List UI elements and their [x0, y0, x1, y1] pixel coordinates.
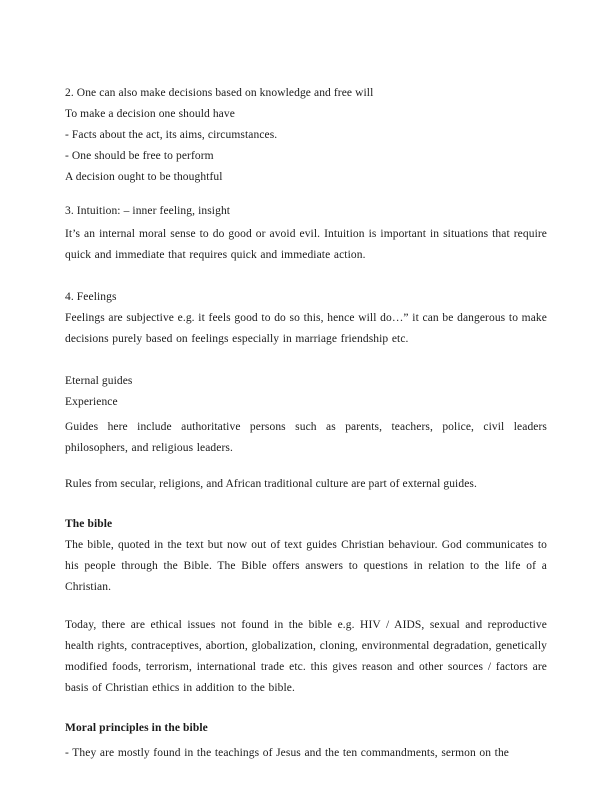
list-item-free-to-perform: - One should be free to perform — [65, 150, 214, 162]
paragraph-moral-principles: - They are mostly found in the teachings of Jesus and the ten commandments, sermon on the — [65, 747, 510, 759]
line-decision-knowledge: 2. One can also make decisions based on knowledge and free will — [65, 87, 374, 99]
heading-moral-principles: Moral principles in the bible — [65, 722, 208, 734]
line-experience: Experience — [65, 396, 118, 408]
paragraph-feelings: Feelings are subjective e.g. it feels good to do so this, hence will do…” it can be dangerous to make decisions purely based on feelings especially in marriage friendship etc. — [65, 312, 547, 345]
line-make-decision: To make a decision one should have — [65, 108, 235, 120]
line-decision-thoughtful: A decision ought to be thoughtful — [65, 171, 223, 183]
line-feelings-heading: 4. Feelings — [65, 291, 117, 303]
paragraph-external-guides: Rules from secular, religions, and African traditional culture are part of external guides. — [65, 478, 477, 490]
line-intuition-heading: 3. Intuition: – inner feeling, insight — [65, 205, 231, 217]
paragraph-intuition: It’s an internal moral sense to do good or avoid evil. Intuition is important in situations that require quick and immediate that requires quick and immediate action. — [65, 228, 547, 261]
list-item-facts: - Facts about the act, its aims, circumstances. — [65, 129, 278, 141]
paragraph-ethical-issues: Today, there are ethical issues not found in the bible e.g. HIV / AIDS, sexual and reproductive health rights, contraceptives, abortion, globalization, cloning, environmental degradation, genetically modified foods, terrorism, international trade etc. this gives reason and other sources / factors are basis of Christian ethics in addition to the bible. — [65, 619, 547, 694]
paragraph-bible: The bible, quoted in the text but now out of text guides Christian behaviour. God communicates to his people through the Bible. The Bible offers answers to questions in relation to the life of a Christian. — [65, 539, 547, 593]
heading-the-bible: The bible — [65, 518, 113, 530]
line-eternal-guides: Eternal guides — [65, 375, 133, 387]
paragraph-guides: Guides here include authoritative persons such as parents, teachers, police, civil leaders philosophers, and religious leaders. — [65, 421, 547, 454]
